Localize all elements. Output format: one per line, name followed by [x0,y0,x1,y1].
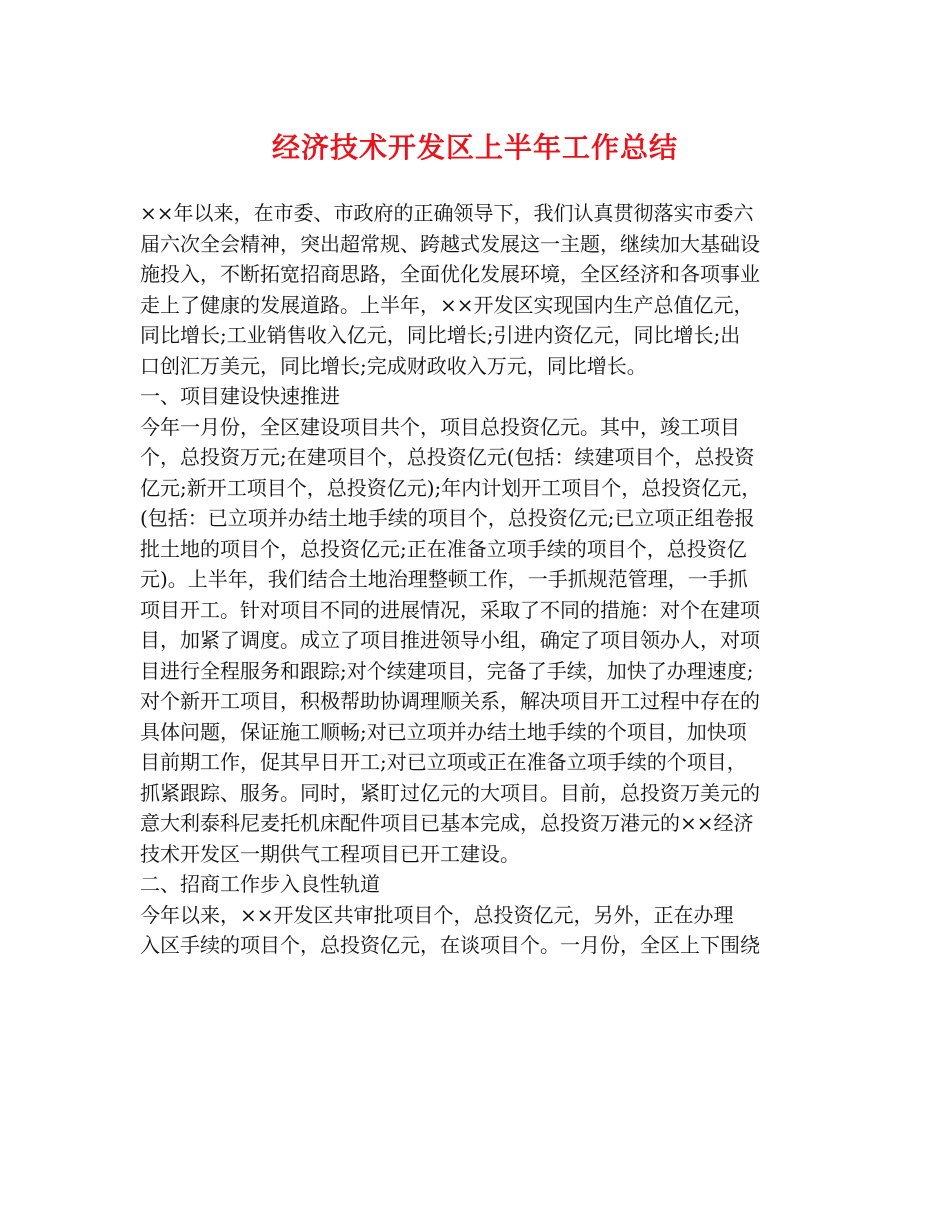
paragraph-line: 具体问题，保证施工顺畅;对已立项并办结土地手续的个项目，加快项 [140,719,747,744]
paragraph-line: 今年以来，××开发区共审批项目个，总投资亿元，另外，正在办理 [140,902,734,927]
paragraph-line: 对个新开工项目，积极帮助协调理顺关系，解决项目开工过程中存在的 [140,689,760,713]
paragraph-line: 二、招商工作步入良性轨道 [140,872,380,896]
document-title: 经济技术开发区上半年工作总结 [271,131,678,164]
paragraph-line: 意大利泰科尼麦托机床配件项目已基本完成，总投资万港元的××经济 [140,811,754,835]
paragraph-line: 批土地的项目个，总投资亿元;正在准备立项手续的项目个，总投资亿 [140,536,747,561]
paragraph-line: 目前期工作，促其早日开工;对已立项或正在准备立项手续的个项目， [140,750,747,774]
paragraph-line: 目进行全程服务和跟踪;对个续建项目，完备了手续，加快了办理速度; [140,658,754,683]
paragraph-line: 元)。上半年，我们结合土地治理整顿工作，一手抓规范管理，一手抓 [140,567,748,591]
paragraph-line: 同比增长;工业销售收入亿元，同比增长;引进内资亿元，同比增长;出 [140,323,741,347]
paragraph-line: 技术开发区一期供气工程项目已开工建设。 [140,841,520,866]
paragraph-line: 个，总投资万元;在建项目个，总投资亿元(包括：续建项目个，总投资 [140,445,755,469]
paragraph-line: 一、项目建设快速推进 [140,384,340,408]
paragraph-line: 抓紧跟踪、服务。同时，紧盯过亿元的大项目。目前，总投资万美元的 [140,780,760,805]
paragraph-line: 目，加紧了调度。成立了项目推进领导小组，确定了项目领办人，对项 [140,628,760,652]
paragraph-line: 届六次全会精神，突出超常规、跨越式发展这一主题，继续加大基础设 [140,231,760,256]
paragraph-line: 亿元;新开工项目个，总投资亿元);年内计划开工项目个，总投资亿元， [140,475,762,500]
paragraph-line: 施投入，不断拓宽招商思路，全面优化发展环境，全区经济和各项事业 [140,262,760,286]
paragraph-line: 项目开工。针对项目不同的进展情况，采取了不同的措施：对个在建项 [140,597,760,622]
paragraph-line: (包括：已立项并办结土地手续的项目个，总投资亿元;已立项正组卷报 [140,506,755,530]
paragraph-line: 走上了健康的发展道路。上半年，××开发区实现国内生产总值亿元， [140,292,754,317]
paragraph-line: 口创汇万美元，同比增长;完成财政收入万元，同比增长。 [140,353,647,378]
paragraph-line: ××年以来，在市委、市政府的正确领导下，我们认真贯彻落实市委六 [140,201,754,225]
paragraph-line: 入区手续的项目个，总投资亿元，在谈项目个。一月份，全区上下围绕 [140,933,760,957]
paragraph-line: 今年一月份，全区建设项目共个，项目总投资亿元。其中，竣工项目 [140,414,740,439]
